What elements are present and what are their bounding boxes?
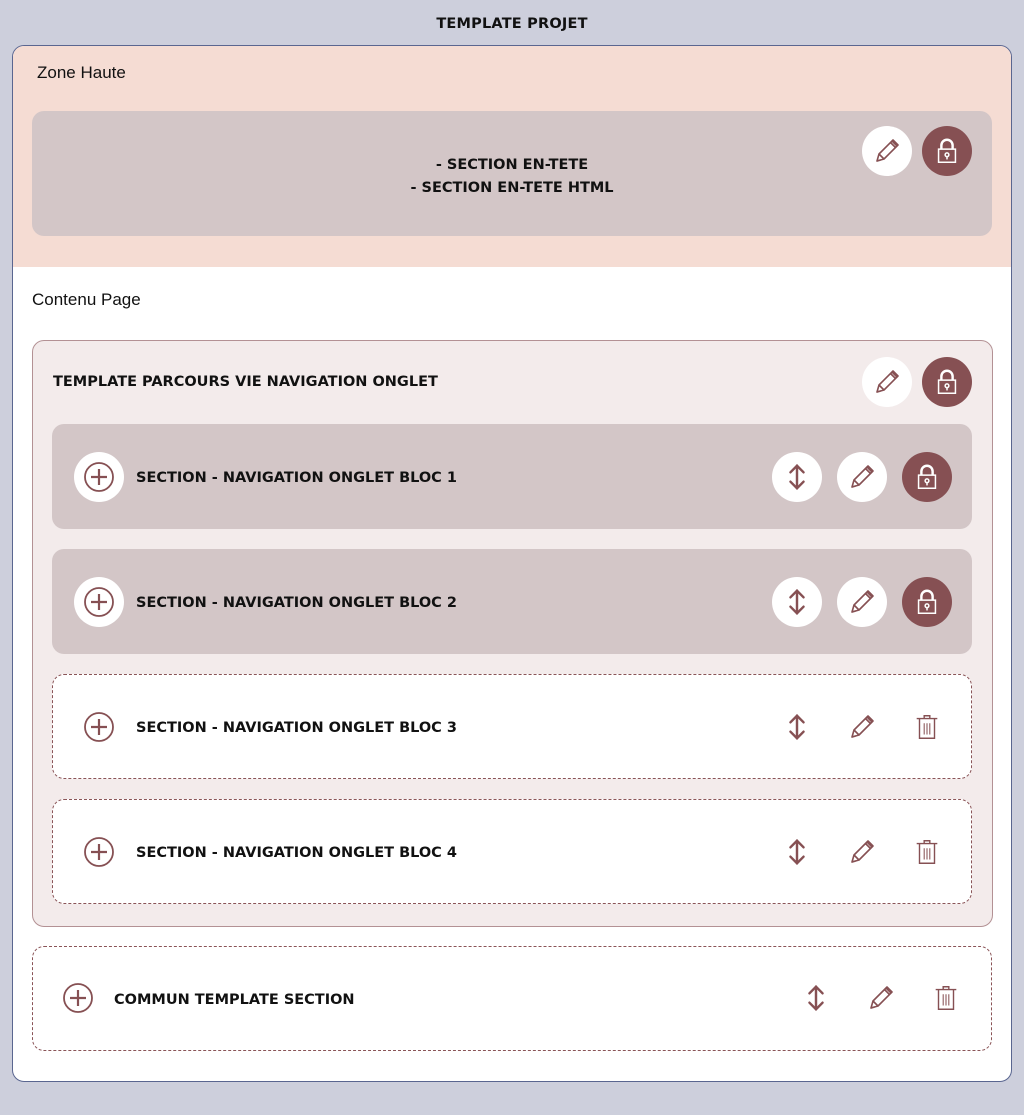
lock-button[interactable] [902,452,952,502]
plus-circle-icon [83,461,115,493]
section-row-bloc-3 [52,674,972,779]
template-lock-button[interactable] [922,357,972,407]
section-label: COMMUN TEMPLATE SECTION [114,992,355,1008]
page-title: TEMPLATE PROJET [436,16,588,32]
pencil-icon [871,135,903,167]
lock-button[interactable] [902,577,952,627]
contenu-page-label: Contenu Page [32,290,141,309]
section-label: SECTION - NAVIGATION ONGLET BLOC 4 [136,845,457,861]
move-button[interactable] [791,973,841,1023]
section-label: SECTION - NAVIGATION ONGLET BLOC 3 [136,720,457,736]
zone-haute [13,46,1011,267]
move-icon [782,587,812,617]
move-icon [782,712,812,742]
header-section-item: - SECTION EN-TETE [435,157,589,173]
add-section-button[interactable] [74,702,124,752]
section-label: SECTION - NAVIGATION ONGLET BLOC 1 [136,470,457,486]
trash-icon [931,983,961,1013]
zone-haute-label: Zone Haute [37,63,126,82]
pencil-icon [846,461,878,493]
template-edit-button[interactable] [862,357,912,407]
edit-button[interactable] [837,577,887,627]
add-section-button[interactable] [74,577,124,627]
edit-button[interactable] [837,452,887,502]
add-section-button[interactable] [74,827,124,877]
lock-icon [932,367,962,397]
add-section-button[interactable] [53,973,103,1023]
pencil-icon [871,366,903,398]
move-button[interactable] [772,577,822,627]
plus-circle-icon [83,836,115,868]
delete-button[interactable] [902,702,952,752]
lock-icon [912,587,942,617]
lock-icon [912,462,942,492]
pencil-icon [846,836,878,868]
template-frame [12,45,1012,1082]
move-icon [782,837,812,867]
move-button[interactable] [772,452,822,502]
section-label: SECTION - NAVIGATION ONGLET BLOC 2 [136,595,457,611]
pencil-icon [846,586,878,618]
delete-button[interactable] [902,827,952,877]
header-section-block [32,111,992,236]
template-parcours-block [32,340,993,927]
plus-circle-icon [83,711,115,743]
edit-button[interactable] [837,827,887,877]
plus-circle-icon [83,586,115,618]
commun-template-section-row [32,946,992,1051]
move-icon [782,462,812,492]
move-button[interactable] [772,827,822,877]
section-row-bloc-2 [52,549,972,654]
header-section-list [32,154,992,200]
pencil-icon [865,982,897,1014]
delete-button[interactable] [921,973,971,1023]
edit-button[interactable] [856,973,906,1023]
plus-circle-icon [62,982,94,1014]
trash-icon [912,837,942,867]
trash-icon [912,712,942,742]
edit-button[interactable] [837,702,887,752]
lock-icon [932,136,962,166]
section-row-bloc-4 [52,799,972,904]
header-edit-button[interactable] [862,126,912,176]
add-section-button[interactable] [74,452,124,502]
move-button[interactable] [772,702,822,752]
section-row-bloc-1 [52,424,972,529]
header-lock-button[interactable] [922,126,972,176]
move-icon [801,983,831,1013]
header-section-item: - SECTION EN-TETE HTML [410,180,614,196]
pencil-icon [846,711,878,743]
template-title: TEMPLATE PARCOURS VIE NAVIGATION ONGLET [53,374,438,390]
